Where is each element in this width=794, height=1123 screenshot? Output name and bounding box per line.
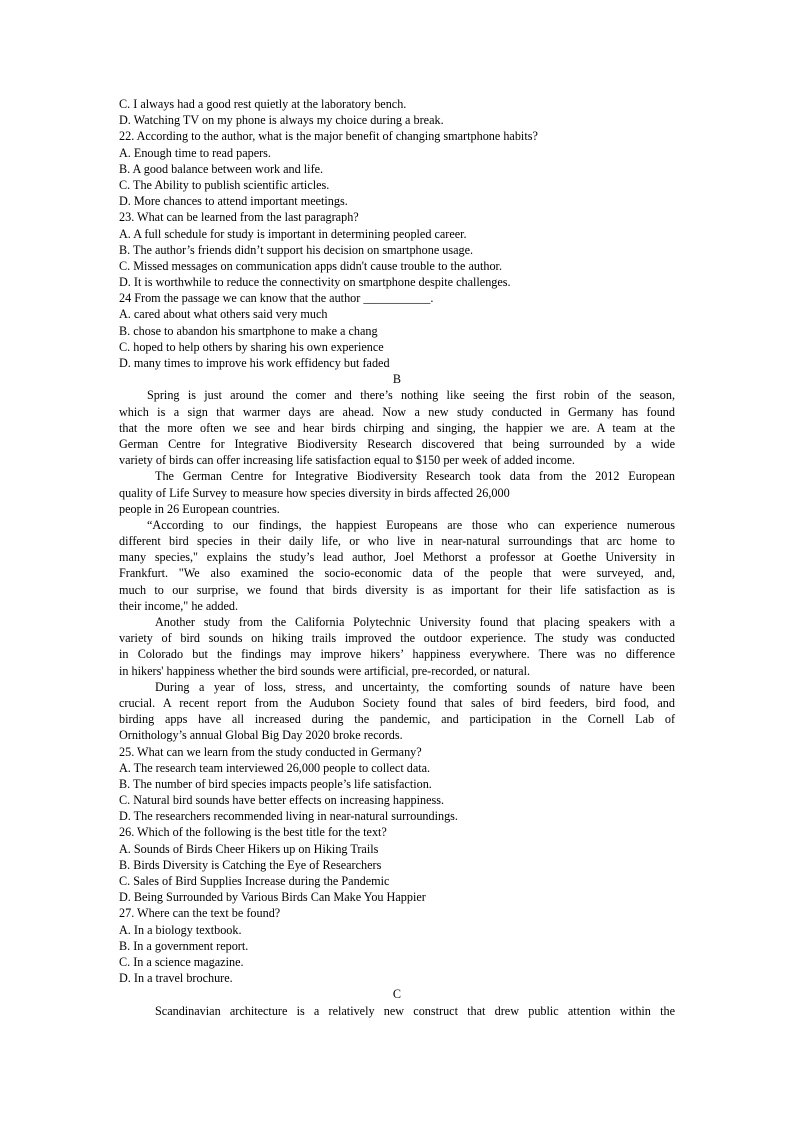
q26-option-b: B. Birds Diversity is Catching the Eye of Researchers [119,857,382,872]
b-p1-line: which is a sign that warmer days are ahead. Now a new study conducted in Germany has found [119,404,675,419]
b-p3-line: much to our surprise, we found that birds diversity is as important for their life satisfaction as is [119,582,675,597]
q22-option-a: A. Enough time to read papers. [119,145,271,160]
b-p3-line: many species," explains the study’s lead author, Joel Methorst a professor at Goethe University in [119,550,675,565]
q21-option-d: D. Watching TV on my phone is always my choice during a break. [119,113,444,128]
b-p2-line: people in 26 European countries. [119,501,280,516]
c-p1-line: Scandinavian architecture is a relatively new construct that drew public attention within the [155,1003,675,1018]
q25-option-b: B. The number of bird species impacts people’s life satisfaction. [119,776,432,791]
q27-option-a: A. In a biology textbook. [119,922,242,937]
q27-option-d: D. In a travel brochure. [119,971,233,986]
q25-option-c: C. Natural bird sounds have better effects on increasing happiness. [119,793,445,808]
b-p2-line: quality of Life Survey to measure how species diversity in birds affected 26,000 [119,485,510,500]
q25-stem: 25. What can we learn from the study conducted in Germany? [119,744,422,759]
b-p1-line: Spring is just around the comer and there’s nothing like seeing the first robin of the season, [147,388,675,403]
document-page [119,96,675,1019]
q25-option-a: A. The research team interviewed 26,000 people to collect data. [119,760,431,775]
q27-option-b: B. In a government report. [119,938,249,953]
b-p5-line: crucial. A recent report from the Audubon Society found that sales of bird feeders, bird food, and [119,695,675,710]
b-p4-line: in Colorado but the findings may improve hikers’ happiness everywhere. There was no difference [119,647,675,662]
q23-option-a: A. A full schedule for study is important in determining peopled career. [119,226,467,241]
q26-stem: 26. Which of the following is the best title for the text? [119,825,387,840]
b-p2-line: The German Centre for Integrative Biodiversity Research took data from the 2012 European [155,469,675,484]
b-p5-line: birding apps have all increased during the pandemic, and participation in the Cornell Lab of [119,712,675,727]
b-p1-line: German Centre for Integrative Biodiversity Research discovered that being surrounded by a wide [119,436,675,451]
b-p1-line: that the more often we see and hear birds chirping and singing, the happier we are. A team at the [119,420,675,435]
b-p3-line: different bird species in their daily life, or who live in near-natural surroundings that arc home to [119,534,675,549]
b-p4-line: variety of bird sounds on hiking trails improved the outdoor experience. The study was conducted [119,631,675,646]
q27-stem: 27. Where can the text be found? [119,906,281,921]
q23-option-c: C. Missed messages on communication apps didn't cause trouble to the author. [119,258,502,273]
q22-option-d: D. More chances to attend important meetings. [119,194,348,209]
q24-stem: 24 From the passage we can know that the author ___________. [119,291,434,306]
section-b-heading: B [392,372,402,387]
q22-option-c: C. The Ability to publish scientific articles. [119,177,330,192]
q25-option-d: D. The researchers recommended living in near-natural surroundings. [119,809,458,824]
section-c-heading: C [392,987,402,1002]
q23-option-d: D. It is worthwhile to reduce the connectivity on smartphone despite challenges. [119,275,511,290]
b-p3-line: their income," he added. [119,598,239,613]
q24-option-a: A. cared about what others said very much [119,307,328,322]
q26-option-c: C. Sales of Bird Supplies Increase during the Pandemic [119,874,390,888]
q26-option-d: D. Being Surrounded by Various Birds Can Make You Happier [119,890,426,905]
b-p5-line: Ornithology’s annual Global Big Day 2020 broke records. [119,728,403,743]
q26-option-a: A. Sounds of Birds Cheer Hikers up on Hiking Trails [119,841,379,856]
q24-option-b: B. chose to abandon his smartphone to make a chang [119,323,378,338]
b-p3-line: Frankfurt. "We also examined the socio-economic data of the people that were surveyed, and, [119,566,675,581]
q21-option-c: C. I always had a good rest quietly at the laboratory bench. [119,97,407,111]
q22-stem: 22. According to the author, what is the major benefit of changing smartphone habits? [119,129,538,144]
b-p4-line: in hikers' happiness whether the bird sounds were artificial, pre-recorded, or natural. [119,663,531,678]
b-p5-line: During a year of loss, stress, and uncertainty, the comforting sounds of nature have been [155,679,675,694]
q27-option-c: C. In a science magazine. [119,954,244,969]
q23-stem: 23. What can be learned from the last paragraph? [119,210,359,225]
b-p4-line: Another study from the California Polytechnic University found that placing speakers with a [155,615,675,629]
q24-option-d: D. many times to improve his work effidency but faded [119,356,390,370]
q22-option-b: B. A good balance between work and life. [119,161,324,176]
q24-option-c: C. hoped to help others by sharing his own experience [119,339,384,354]
q23-option-b: B. The author’s friends didn’t support his decision on smartphone usage. [119,242,474,257]
b-p3-line: “According to our findings, the happiest Europeans are those who can experience numerous [147,517,675,532]
b-p1-line: variety of birds can offer increasing life satisfaction equal to $150 per week of added income. [119,453,575,468]
